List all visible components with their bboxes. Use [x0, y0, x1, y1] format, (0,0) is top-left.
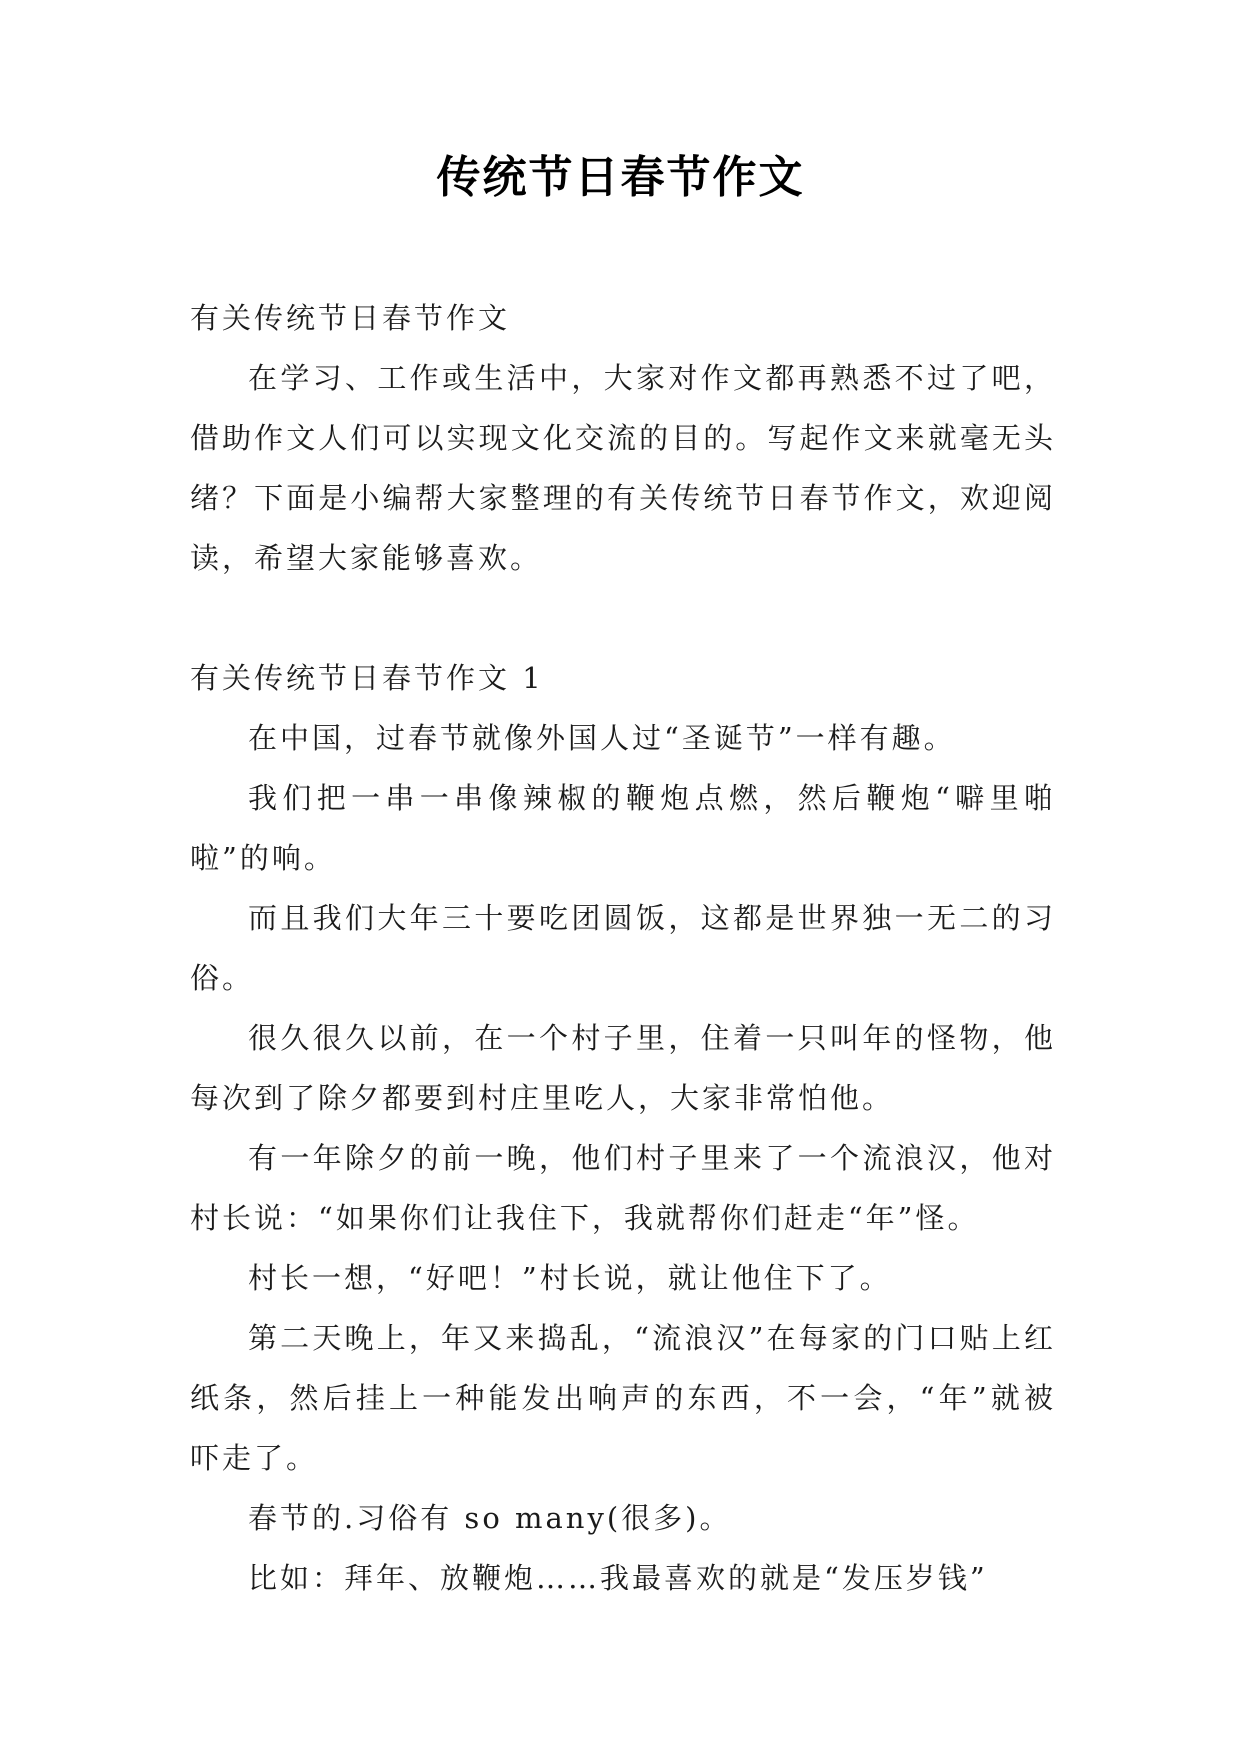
section-heading: 有关传统节日春节作文 1 — [190, 661, 544, 695]
body-paragraph: 而且我们大年三十要吃团圆饭，这都是世界独一无二的习俗。 — [190, 901, 1056, 995]
body-paragraph: 第二天晚上，年又来捣乱，“流浪汉”在每家的门口贴上红纸条，然后挂上一种能发出响声的东西，不一会，“年”就被吓走了。 — [190, 1321, 1056, 1475]
body-paragraph: 很久很久以前，在一个村子里，住着一只叫年的怪物，他每次到了除夕都要到村庄里吃人，大家非常怕他。 — [190, 1021, 1056, 1115]
body-paragraph: 比如：拜年、放鞭炮……我最喜欢的就是“发压岁钱” — [248, 1561, 988, 1595]
intro-heading: 有关传统节日春节作文 — [190, 301, 511, 335]
body-paragraph: 在中国，过春节就像外国人过“圣诞节”一样有趣。 — [248, 721, 956, 755]
body-paragraph: 有一年除夕的前一晚，他们村子里来了一个流浪汉，他对村长说：“如果你们让我住下，我就帮你们赶走“年”怪。 — [190, 1141, 1056, 1235]
document-body — [190, 288, 1056, 1608]
body-paragraph: 我们把一串一串像辣椒的鞭炮点燃，然后鞭炮“噼里啪啦”的响。 — [190, 781, 1056, 875]
body-paragraph: 村长一想，“好吧！”村长说，就让他住下了。 — [248, 1261, 892, 1295]
document-title: 传统节日春节作文 — [436, 152, 805, 203]
intro-paragraph: 在学习、工作或生活中，大家对作文都再熟悉不过了吧，借助作文人们可以实现文化交流的目的。写起作文来就毫无头绪？下面是小编帮大家整理的有关传统节日春节作文，欢迎阅读，希望大家能够喜欢。 — [190, 361, 1056, 575]
body-paragraph: 春节的.习俗有 so many(很多)。 — [248, 1501, 732, 1535]
